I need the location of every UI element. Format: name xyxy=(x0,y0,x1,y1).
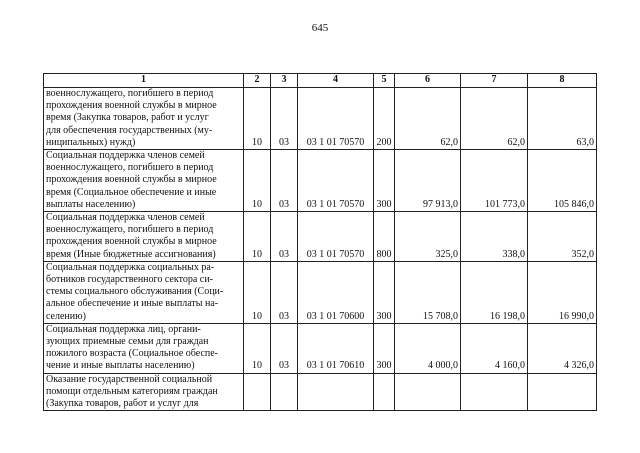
row-description xyxy=(44,373,244,411)
amount-cell: 325,0 xyxy=(395,212,461,262)
amount-cell: 338,0 xyxy=(461,212,528,262)
table-row xyxy=(44,373,597,411)
amount-cell: 62,0 xyxy=(461,88,528,150)
target-article-cell: 03 1 01 70570 xyxy=(298,150,374,212)
table-row xyxy=(44,261,597,323)
subsection-cell: 03 xyxy=(271,88,298,150)
amount-cell: 16 198,0 xyxy=(461,261,528,323)
desc-line: выплаты населению) xyxy=(46,198,136,210)
col-header: 8 xyxy=(528,74,597,88)
desc-line: прохождения военной службы в мирное xyxy=(46,100,217,112)
expense-type-cell: 300 xyxy=(374,261,395,323)
row-description xyxy=(44,88,244,150)
desc-line: время (Иные бюджетные ассигнования) xyxy=(46,248,216,260)
desc-line: Социальная поддержка лиц, органи- xyxy=(46,323,201,335)
section-cell xyxy=(244,373,271,411)
desc-line: ниципальных) нужд) xyxy=(46,136,136,148)
desc-line: селению) xyxy=(46,310,86,322)
amount-cell: 16 990,0 xyxy=(528,261,597,323)
desc-line: (Закупка товаров, работ и услуг для xyxy=(46,398,199,410)
page-number: 645 xyxy=(311,22,329,34)
table-row xyxy=(44,323,597,373)
desc-line: время (Закупка товаров, работ и услуг xyxy=(46,112,209,124)
desc-line: ботников государственного сектора си- xyxy=(46,274,213,286)
desc-line: чение и иные выплаты населению) xyxy=(46,360,195,372)
row-description xyxy=(44,150,244,212)
desc-line: пожилого возраста (Социальное обеспе- xyxy=(46,348,219,360)
subsection-cell: 03 xyxy=(271,323,298,373)
col-header: 6 xyxy=(395,74,461,88)
section-cell: 10 xyxy=(244,88,271,150)
target-article-cell: 03 1 01 70570 xyxy=(298,212,374,262)
row-description xyxy=(44,323,244,373)
amount-cell: 105 846,0 xyxy=(528,150,597,212)
amount-cell xyxy=(395,373,461,411)
subsection-cell: 03 xyxy=(271,150,298,212)
col-header: 4 xyxy=(298,74,374,88)
section-cell: 10 xyxy=(244,150,271,212)
row-description xyxy=(44,212,244,262)
desc-line: для обеспечения государственных (му- xyxy=(46,124,213,136)
amount-cell: 62,0 xyxy=(395,88,461,150)
desc-line: время (Социальное обеспечение и иные xyxy=(46,186,217,198)
subsection-cell: 03 xyxy=(271,212,298,262)
expense-type-cell: 300 xyxy=(374,323,395,373)
desc-line: Социальная поддержка членов семей xyxy=(46,212,205,224)
amount-cell xyxy=(528,373,597,411)
col-header: 5 xyxy=(374,74,395,88)
target-article-cell: 03 1 01 70610 xyxy=(298,323,374,373)
amount-cell: 4 000,0 xyxy=(395,323,461,373)
desc-line: зующих приемные семьи для граждан xyxy=(46,336,209,348)
desc-line: стемы социального обслуживания (Соци- xyxy=(46,286,224,298)
desc-line: Социальная поддержка членов семей xyxy=(46,150,205,162)
desc-line: альное обеспечение и иные выплаты на- xyxy=(46,298,219,310)
desc-line: прохождения военной службы в мирное xyxy=(46,236,217,248)
section-cell: 10 xyxy=(244,212,271,262)
desc-line: Оказание государственной социальной xyxy=(46,373,213,385)
target-article-cell: 03 1 01 70600 xyxy=(298,261,374,323)
row-description xyxy=(44,261,244,323)
table-row xyxy=(44,150,597,212)
expense-type-cell: 300 xyxy=(374,150,395,212)
amount-cell xyxy=(461,373,528,411)
desc-line: Социальная поддержка социальных ра- xyxy=(46,261,215,273)
target-article-cell: 03 1 01 70570 xyxy=(298,88,374,150)
col-header: 1 xyxy=(44,74,244,88)
header-row xyxy=(44,74,597,88)
col-header: 3 xyxy=(271,74,298,88)
section-cell: 10 xyxy=(244,323,271,373)
amount-cell: 4 160,0 xyxy=(461,323,528,373)
table-row xyxy=(44,88,597,150)
desc-line: военнослужащего, погибшего в период xyxy=(46,224,214,236)
col-header: 2 xyxy=(244,74,271,88)
expense-type-cell: 200 xyxy=(374,88,395,150)
amount-cell: 97 913,0 xyxy=(395,150,461,212)
subsection-cell: 03 xyxy=(271,261,298,323)
table-row xyxy=(44,212,597,262)
amount-cell: 4 326,0 xyxy=(528,323,597,373)
section-cell: 10 xyxy=(244,261,271,323)
subsection-cell xyxy=(271,373,298,411)
amount-cell: 352,0 xyxy=(528,212,597,262)
target-article-cell xyxy=(298,373,374,411)
amount-cell: 15 708,0 xyxy=(395,261,461,323)
desc-line: помощи отдельным категориям граждан xyxy=(46,385,218,397)
desc-line: военнослужащего, погибшего в период xyxy=(46,162,214,174)
amount-cell: 101 773,0 xyxy=(461,150,528,212)
col-header: 7 xyxy=(461,74,528,88)
amount-cell: 63,0 xyxy=(528,88,597,150)
desc-line: военнослужащего, погибшего в период xyxy=(46,88,214,99)
expense-type-cell xyxy=(374,373,395,411)
budget-table xyxy=(43,73,597,411)
desc-line: прохождения военной службы в мирное xyxy=(46,174,217,186)
expense-type-cell: 800 xyxy=(374,212,395,262)
